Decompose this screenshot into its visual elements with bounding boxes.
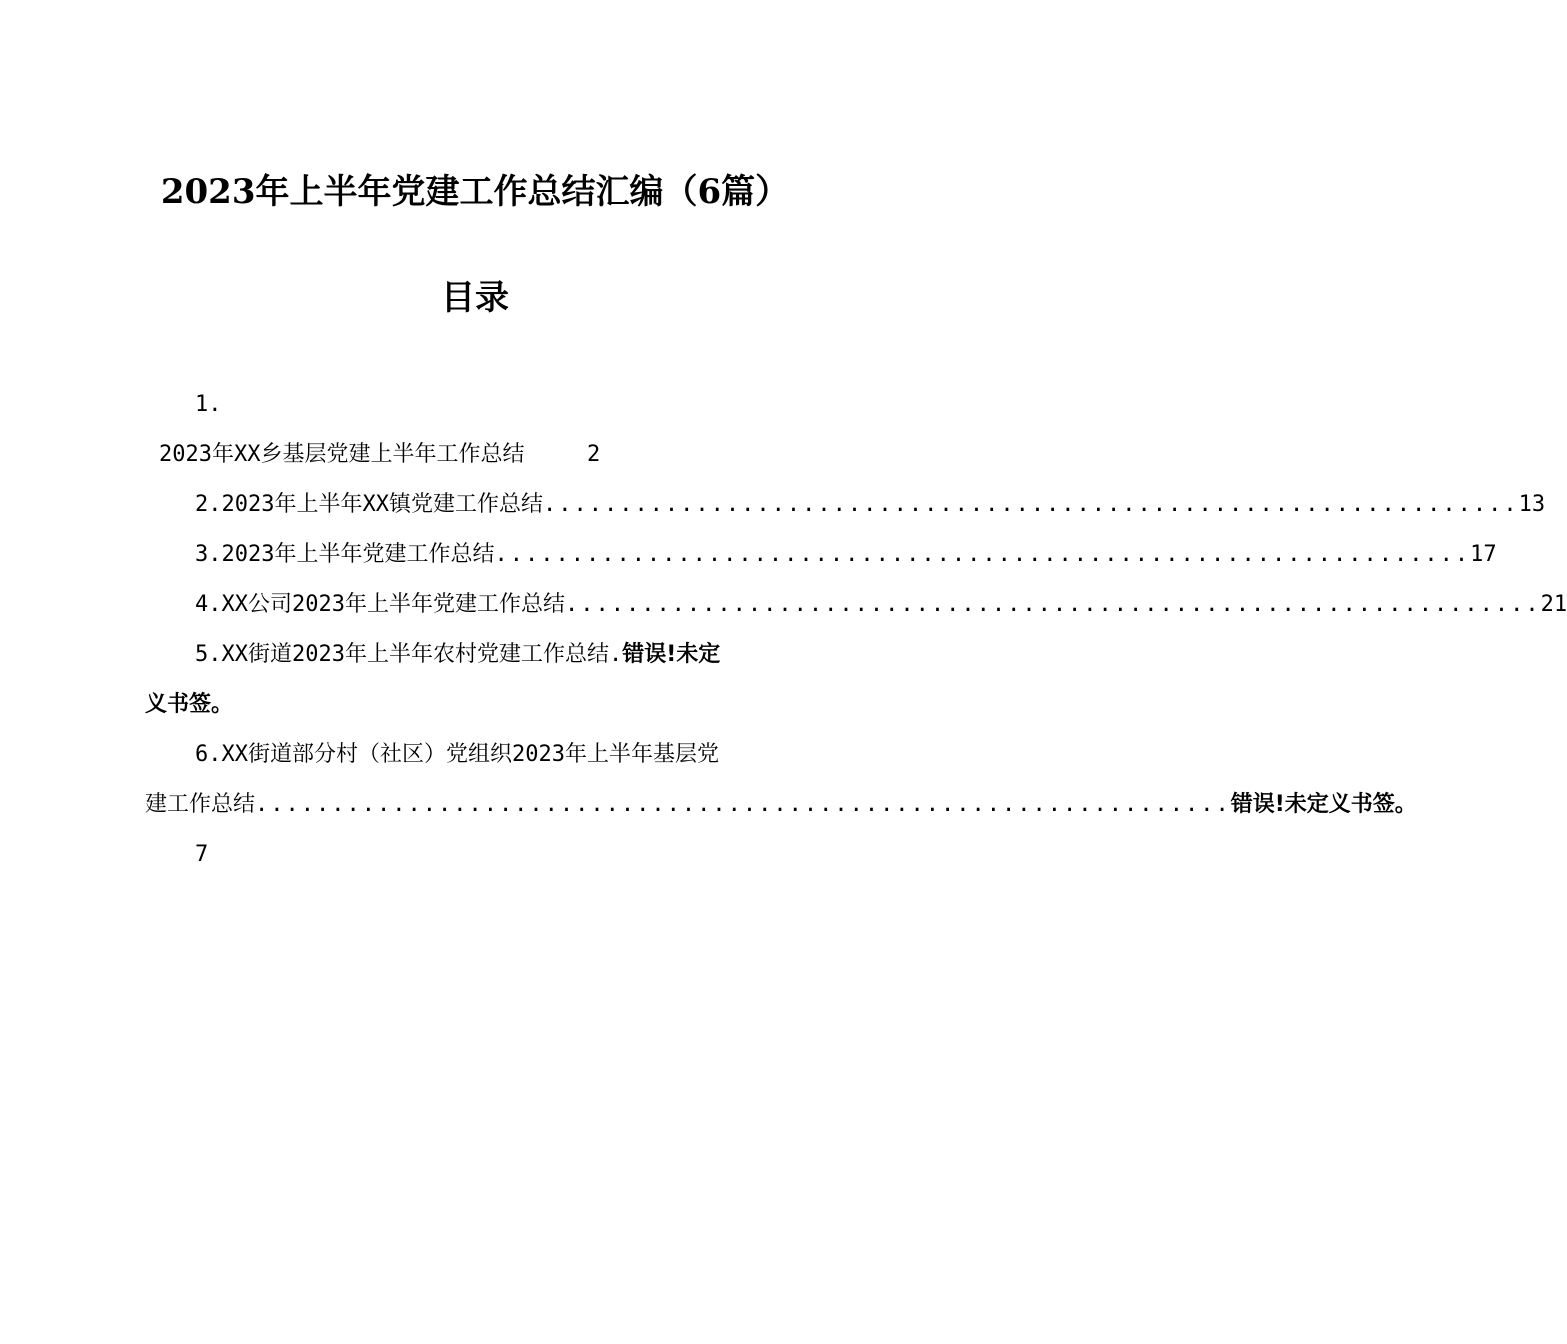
toc-leader-dots: ................................................................ [494,542,1471,567]
toc-leader-dots: ................................................................ [564,592,1541,617]
toc-item-2-page: 13 [1518,492,1546,517]
toc-leader-dots: ................................................................ [542,492,1519,517]
toc-item-3[interactable] [195,530,1497,580]
toc-item-2-label: 2.2023年上半年XX镇党建工作总结 [195,492,543,517]
toc-item-2[interactable] [195,480,1546,530]
toc-item-6-line-2[interactable] [145,780,1417,830]
toc-item-3-label: 3.2023年上半年党建工作总结 [195,542,495,567]
toc-item-6-label: 建工作总结 [145,792,256,817]
toc-item-5-label: 5.XX街道2023年上半年农村党建工作总结. [195,642,623,667]
toc-item-1-number: 1. [195,392,222,417]
toc-item-5-error: 错误!未定 [622,642,721,667]
toc-item-1[interactable] [159,430,600,480]
toc-item-1-text: 2023年XX乡基层党建上半年工作总结 [159,442,525,467]
toc-leader-dots: ................................................................ [255,792,1231,817]
document-title: 2023年上半年党建工作总结汇编（6篇） [160,172,790,212]
toc-item-6-error: 错误!未定义书签。 [1230,792,1417,817]
toc-item-3-page: 17 [1470,542,1497,567]
toc-heading: 目录 [441,278,509,318]
toc-item-1-page: 2 [586,442,601,467]
toc-item-5[interactable] [195,630,720,680]
toc-item-5-error-continued: 义书签。 [145,692,234,717]
toc-item-4[interactable] [195,580,1567,630]
toc-trailing-number: 7 [195,842,209,867]
toc-item-6-line-1[interactable]: 6.XX街道部分村（社区）党组织2023年上半年基层党 [195,742,719,767]
toc-item-4-page: 21 [1540,592,1567,617]
toc-item-4-label: 4.XX公司2023年上半年党建工作总结 [195,592,565,617]
